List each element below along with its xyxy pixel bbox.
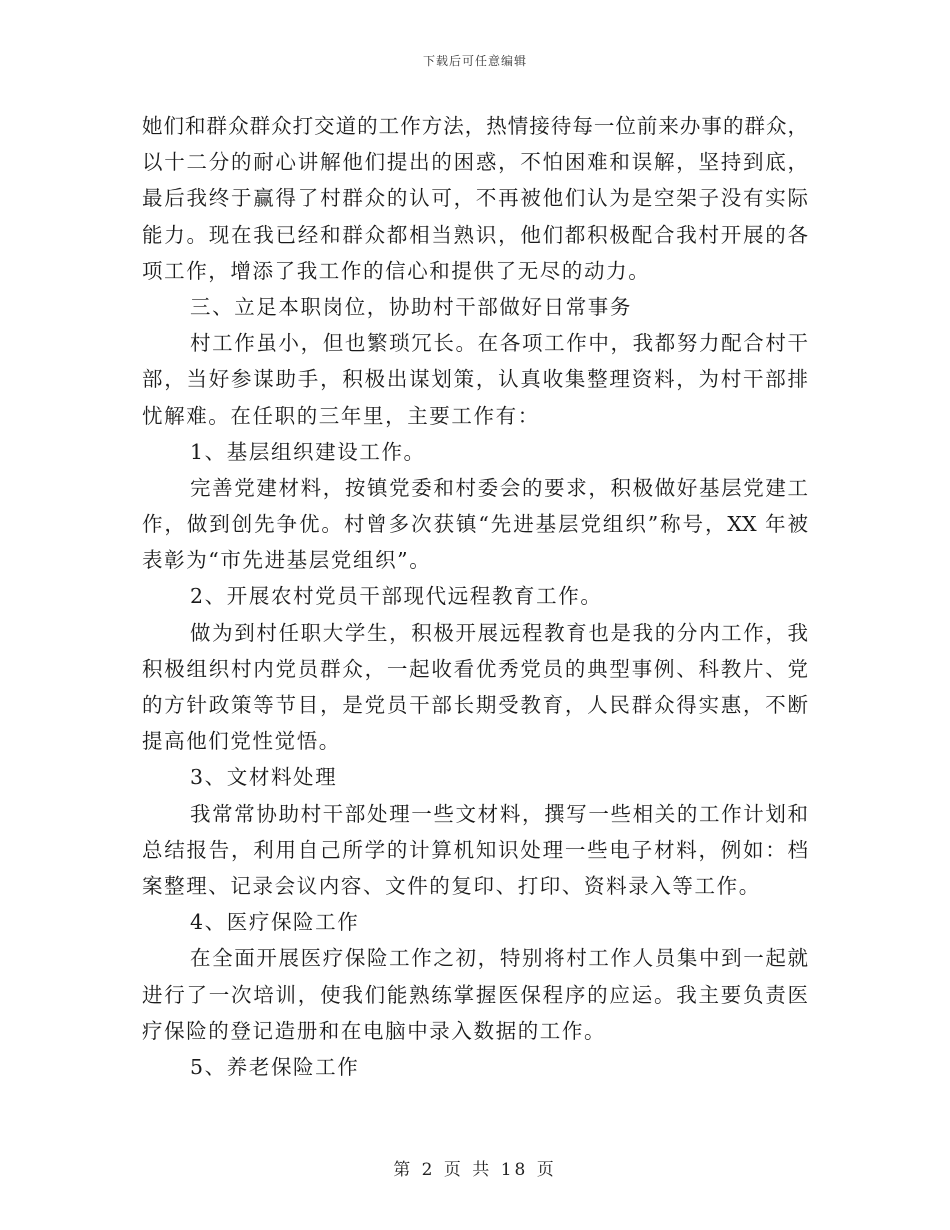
body-text-line: 村工作虽小，但也繁琐冗长。在各项工作中，我都努力配合村干: [190, 331, 808, 356]
body-text-line: 能力。现在我已经和群众都相当熟识，他们都积极配合我村开展的各: [142, 222, 808, 247]
body-text-line: 以十二分的耐心讲解他们提出的困惑，不怕困难和误解，坚持到底，: [142, 150, 808, 175]
body-text-line: 完善党建材料，按镇党委和村委会的要求，积极做好基层党建工: [190, 475, 808, 500]
body-text-line: 忧解难。在任职的三年里，主要工作有：: [142, 403, 540, 428]
body-text-line: 做为到村任职大学生，积极开展远程教育也是我的分内工作，我: [190, 620, 808, 645]
body-text-line: 总结报告，利用自己所学的计算机知识处理一些电子材料，例如：档: [142, 837, 808, 862]
page-number-footer: 第 2 页 共 18 页: [393, 1160, 557, 1180]
body-text-line: 案整理、记录会议内容、文件的复印、打印、资料录入等工作。: [142, 873, 761, 898]
body-text-line: 我常常协助村干部处理一些文材料，撰写一些相关的工作计划和: [190, 801, 808, 826]
body-text-line: 三、立足本职岗位，协助村干部做好日常事务: [190, 294, 632, 319]
body-text-line: 她们和群众群众打交道的工作方法，热情接待每一位前来办事的群众，: [142, 114, 808, 138]
body-text-line: 1、基层组织建设工作。: [190, 439, 426, 464]
body-text-line: 5、养老保险工作: [190, 1054, 360, 1079]
document-body: [142, 108, 808, 1085]
body-text-line: 进行了一次培训，使我们能熟练掌握医保程序的应运。我主要负责医: [142, 982, 808, 1007]
body-text-line: 部，当好参谋助手，积极出谋划策，认真收集整理资料，为村干部排: [142, 367, 808, 392]
page-header: 下载后可任意编辑: [422, 54, 527, 68]
body-text-line: 表彰为“市先进基层党组织”。: [142, 548, 432, 573]
body-text-line: 项工作，增添了我工作的信心和提供了无尽的动力。: [142, 258, 651, 283]
body-text-line: 最后我终于赢得了村群众的认可，不再被他们认为是空架子没有实际: [142, 186, 808, 211]
body-text-line: 的方针政策等节目，是党员干部长期受教育，人民群众得实惠，不断: [142, 693, 808, 717]
body-text-line: 疗保险的登记造册和在电脑中录入数据的工作。: [142, 1018, 607, 1043]
body-text-line: 提高他们党性觉悟。: [142, 729, 341, 754]
body-text-line: 在全面开展医疗保险工作之初，特别将村工作人员集中到一起就: [190, 946, 808, 971]
body-text-line: 4、医疗保险工作: [190, 910, 360, 935]
body-text-line: 2、开展农村党员干部现代远程教育工作。: [190, 584, 603, 609]
body-text-line: 3、文材料处理: [190, 765, 338, 790]
body-text-line: 作，做到创先争优。村曾多次获镇“先进基层党组织”称号，XX 年被: [142, 512, 808, 537]
body-text-line: 积极组织村内党员群众，一起收看优秀党员的典型事例、科教片、党: [142, 656, 808, 681]
